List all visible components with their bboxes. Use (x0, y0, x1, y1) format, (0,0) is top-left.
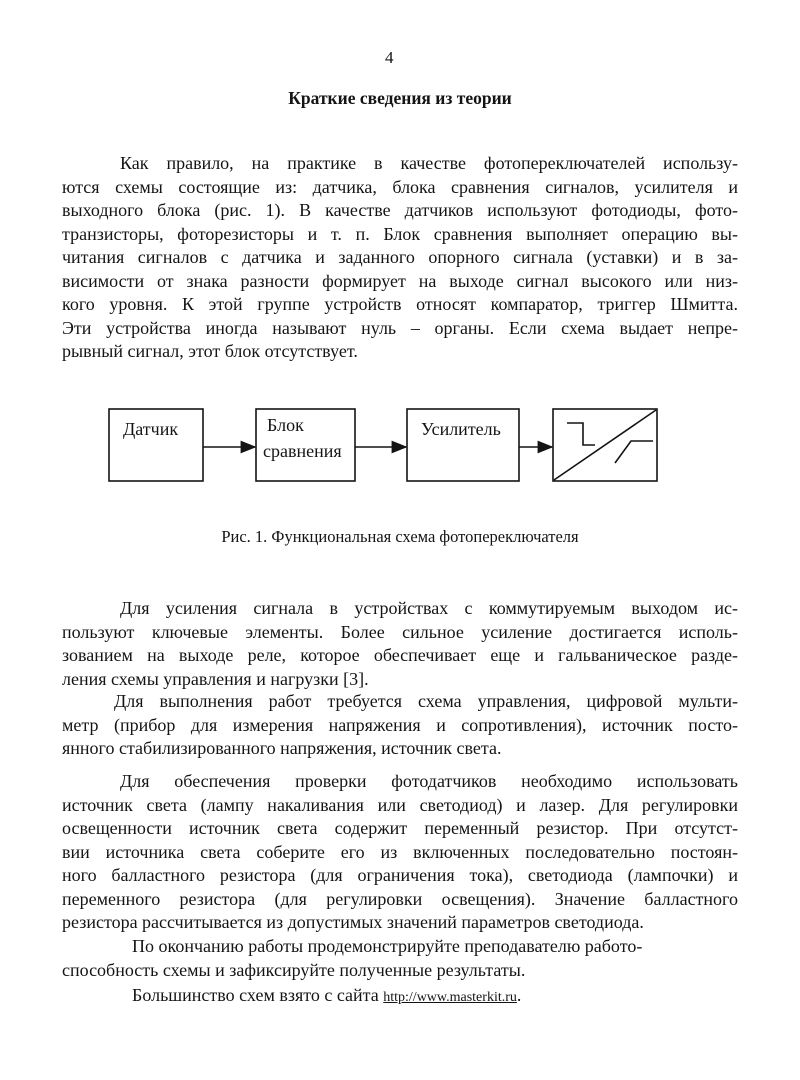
source-end: . (516, 985, 522, 1005)
text-line: освещенности источник света содержит переменный резистор. При отсутст- (62, 818, 738, 838)
source-text: Большинство схем взято с сайта (132, 985, 384, 1005)
text-line: переменного резистора (для регулировки освещения). Значение балластного (62, 888, 738, 909)
page-number: 4 (385, 48, 394, 67)
text-line: кого уровня. К этой группе устройств относят компаратор, триггер Шмитта. (62, 294, 738, 314)
text-line: По окончанию работы продемонстрируйте преподавателю работо- (132, 936, 643, 956)
paragraph-intro (62, 152, 738, 364)
text-line: пользуют ключевые элементы. Более сильное усиление достигается исполь- (62, 621, 738, 642)
amplifier-label: Усилитель (421, 419, 501, 439)
comparator-label-line2: сравнения (263, 441, 342, 461)
text-line (62, 984, 738, 1010)
text-line: читания сигналов с датчика и заданного опорного сигнала (уставки) и в за- (62, 247, 738, 267)
figure-caption: Рис. 1. Функциональная схема фотопереключателя (221, 527, 579, 546)
paragraph-requirements (62, 690, 738, 761)
text-line: Для усиления сигнала в устройствах с коммутируемым выходом ис- (120, 598, 738, 618)
text-line: Для выполнения работ требуется схема управления, цифровой мульти- (114, 691, 738, 711)
text-line: Для обеспечения проверки фотодатчиков необходимо использовать (120, 771, 738, 791)
comparator-label-line1: Блок (267, 415, 304, 435)
text-line: рывный сигнал, этот блок отсутствует. (62, 341, 358, 361)
text-line: источник света (лампу накаливания или светодиод) и лазер. Для регулировки (62, 794, 738, 815)
text-line: вии источника света соберите его из включенных последовательно постоян- (62, 841, 738, 862)
switch-characteristic-icon (554, 410, 656, 480)
paragraph-amplification (62, 597, 738, 691)
text-line: метр (прибор для измерения напряжения и сопротивления), источник посто- (62, 714, 738, 735)
paragraph-light-source (62, 770, 738, 935)
source-link[interactable]: http://www.masterkit.ru (383, 990, 517, 1005)
text-line: зованием на выходе реле, которое обеспечивает еще и гальваническое разде- (62, 645, 738, 665)
text-line: висимости от знака разности формирует на выходе сигнал высокого или низ- (62, 270, 738, 291)
text-line: Эти устройства иногда называют нуль – органы. Если схема выдает непре- (62, 317, 738, 338)
text-line: янного стабилизированного напряжения, источник света. (62, 738, 502, 758)
text-line: ного балластного резистора (для ограничения тока), светодиода (лампочки) и (62, 865, 738, 885)
text-line: способность схемы и зафиксируйте полученные результаты. (62, 959, 526, 980)
text-line: ления схемы управления и нагрузки [3]. (62, 668, 369, 689)
text-line: выходного блока (рис. 1). В качестве датчиков используют фотодиоды, фото- (62, 200, 738, 220)
section-title: Краткие сведения из теории (288, 88, 512, 108)
functional-diagram (105, 403, 665, 489)
text-line: резистора рассчитывается из допустимых значений параметров светодиода. (62, 912, 644, 932)
sensor-label: Датчик (123, 419, 179, 439)
text-line: ются схемы состоящие из: датчика, блока сравнения сигналов, усилителя и (62, 176, 738, 197)
text-line: Как правило, на практике в качестве фотопереключателей использу- (120, 153, 738, 173)
paragraph-conclusion (62, 935, 738, 982)
text-line: транзисторы, фоторезисторы и т. п. Блок сравнения выполняет операцию вы- (62, 223, 738, 244)
paragraph-source (62, 984, 738, 1010)
